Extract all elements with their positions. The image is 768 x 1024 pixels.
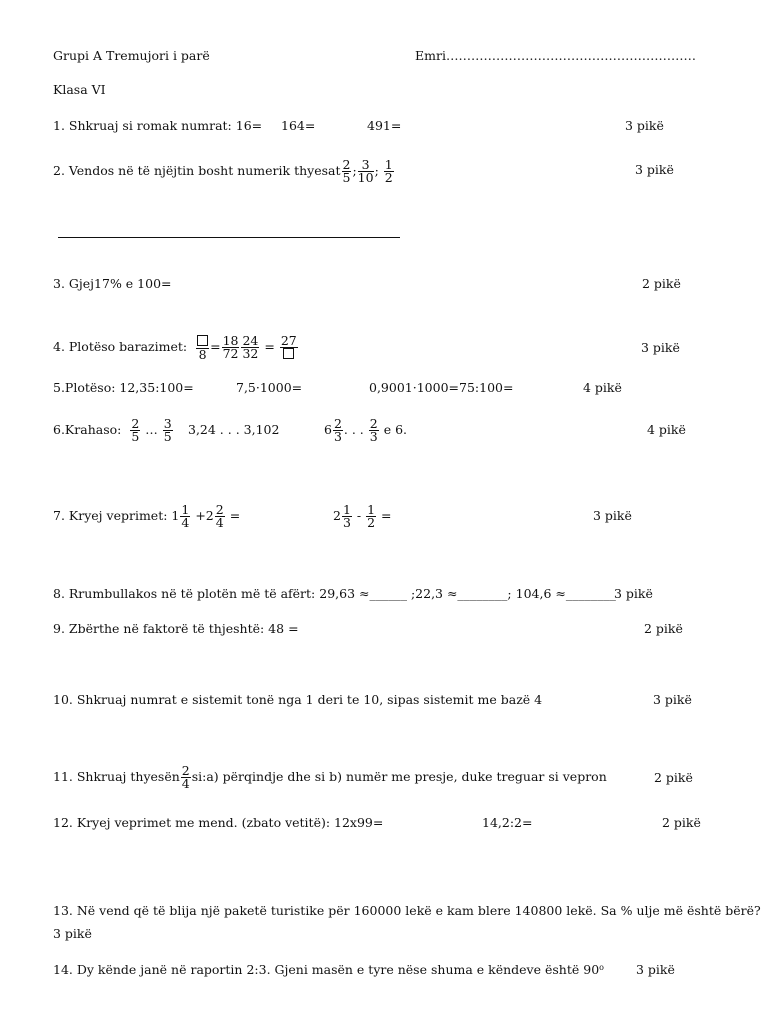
q1-points: 3 pikë [625, 118, 664, 133]
q1-number-2: 164= [281, 118, 316, 133]
q6-compare-2: 3,24 . . . 3,102 [188, 422, 280, 437]
q5-points: 4 pikë [583, 380, 622, 395]
q7-text: 7. Kryej veprimet: 1 [53, 508, 180, 523]
q12-points: 2 pikë [662, 815, 701, 830]
q11-fraction: $\frac{2}{4}$ [181, 763, 190, 791]
answer-line [58, 237, 400, 238]
q7-fraction-3: $\frac{1}{3}$ [342, 502, 351, 530]
q2-points: 3 pikë [635, 162, 674, 177]
q14-points: 3 pikë [636, 962, 675, 977]
q6-fraction-1: $\frac{2}{5}$ [131, 416, 140, 444]
name-field: Emri…………………………………………………… [415, 48, 696, 63]
q4-points: 3 pikë [641, 340, 680, 355]
question-1: 1. Shkruaj si romak numrat: 16= [53, 118, 263, 133]
question-8: 8. Rrumbullakos në të plotën më të afërt: 29,63 ≈______ ;22,3 ≈________; 104,6 ≈________ [53, 586, 616, 601]
q4-fraction-4: 27 [280, 335, 298, 361]
q11-points: 2 pikë [654, 770, 693, 785]
q7-part-2: 2 $\frac{1}{3}$ - $\frac{1}{2}$ = [333, 502, 392, 530]
q2-text: 2. Vendos në të njëjtin bosht numerik thyesat [53, 163, 341, 178]
question-14: 14. Dy kënde janë në raportin 2:3. Gjeni masën e tyre nëse shuma e këndeve është 90$^o$ [53, 962, 604, 977]
question-12: 12. Kryej veprimet me mend. (zbato vetitë): [53, 815, 331, 830]
blank-box[interactable] [197, 335, 208, 346]
q8-points: 3 pikë [614, 586, 653, 601]
q6-compare-3: 6 $\frac{2}{3}$ . . . $\frac{2}{3}$ e 6. [324, 416, 408, 444]
question-11: 11. Shkruaj thyesën $\frac{2}{4}$ si:a) përqindje dhe si b) numër me presje, duke treguar si vepron [53, 763, 607, 791]
question-4: 4. Plotëso barazimet: 8 = $\frac{18}{72}$ $\frac{24}{32}$ = 27 [53, 332, 297, 362]
q4-fraction-1: 8 [196, 335, 209, 361]
q13-points: 3 pikë [53, 926, 92, 941]
q6-points: 4 pikë [647, 422, 686, 437]
question-13: 13. Në vend që të blija një paketë turistike për 160000 lekë e kam blere 140800 lekë. Sa % ulje më është bërë? [53, 903, 761, 918]
q7-points: 3 pikë [593, 508, 632, 523]
q7-fraction-1: $\frac{1}{4}$ [181, 502, 190, 530]
q10-points: 3 pikë [653, 692, 692, 707]
q12-part-2: 12x99= [334, 815, 384, 830]
q1-number-3: 491= [367, 118, 402, 133]
q2-fraction-2: $\frac{3}{10}$ [357, 157, 374, 185]
q4-fraction-2: $\frac{18}{72}$ [222, 333, 239, 361]
class-label: Klasa VI [53, 82, 106, 97]
q3-points: 2 pikë [642, 276, 681, 291]
q4-fraction-3: $\frac{24}{32}$ [242, 333, 259, 361]
q4-text: 4. Plotëso barazimet: [53, 339, 188, 354]
question-9: 9. Zbërthe në faktorë të thjeshtë: 48 = [53, 621, 299, 636]
question-5: 5.Plotëso: 12,35:100= [53, 380, 194, 395]
question-7: 7. Kryej veprimet: 1 $\frac{1}{4}$ +2 $\frac{2}{4}$ = [53, 502, 241, 530]
q12-part-3: 14,2:2= [482, 815, 533, 830]
degree-mark: o [599, 963, 604, 972]
question-3: 3. Gjej17% e 100= [53, 276, 172, 291]
q7-fraction-2: $\frac{2}{4}$ [215, 502, 224, 530]
q2-fraction-3: $\frac{1}{2}$ [384, 157, 393, 185]
q6-fraction-2: $\frac{3}{5}$ [163, 416, 172, 444]
q5-part-2: 7,5·1000= [236, 380, 303, 395]
group-title: Grupi A Tremujori i parë [53, 48, 210, 63]
question-10: 10. Shkruaj numrat e sistemit tonë nga 1 deri te 10, sipas sistemit me bazë 4 [53, 692, 543, 707]
q6-fraction-3: $\frac{2}{3}$ [333, 416, 342, 444]
q9-points: 2 pikë [644, 621, 683, 636]
question-6: 6.Krahaso: $\frac{2}{5}$ … $\frac{3}{5}$ [53, 416, 172, 444]
q6-fraction-4: $\frac{2}{3}$ [369, 416, 378, 444]
q6-text: 6.Krahaso: [53, 422, 122, 437]
blank-box[interactable] [283, 348, 294, 359]
q2-fraction-1: $\frac{2}{5}$ [342, 157, 351, 185]
question-2: 2. Vendos në të njëjtin bosht numerik thyesat $\frac{2}{5}$ ; $\frac{3}{10}$ ; $\frac{1}{2}$ [53, 157, 393, 185]
q5-part-3: 0,9001·1000=75:100= [369, 380, 514, 395]
q7-fraction-4: $\frac{1}{2}$ [367, 502, 376, 530]
